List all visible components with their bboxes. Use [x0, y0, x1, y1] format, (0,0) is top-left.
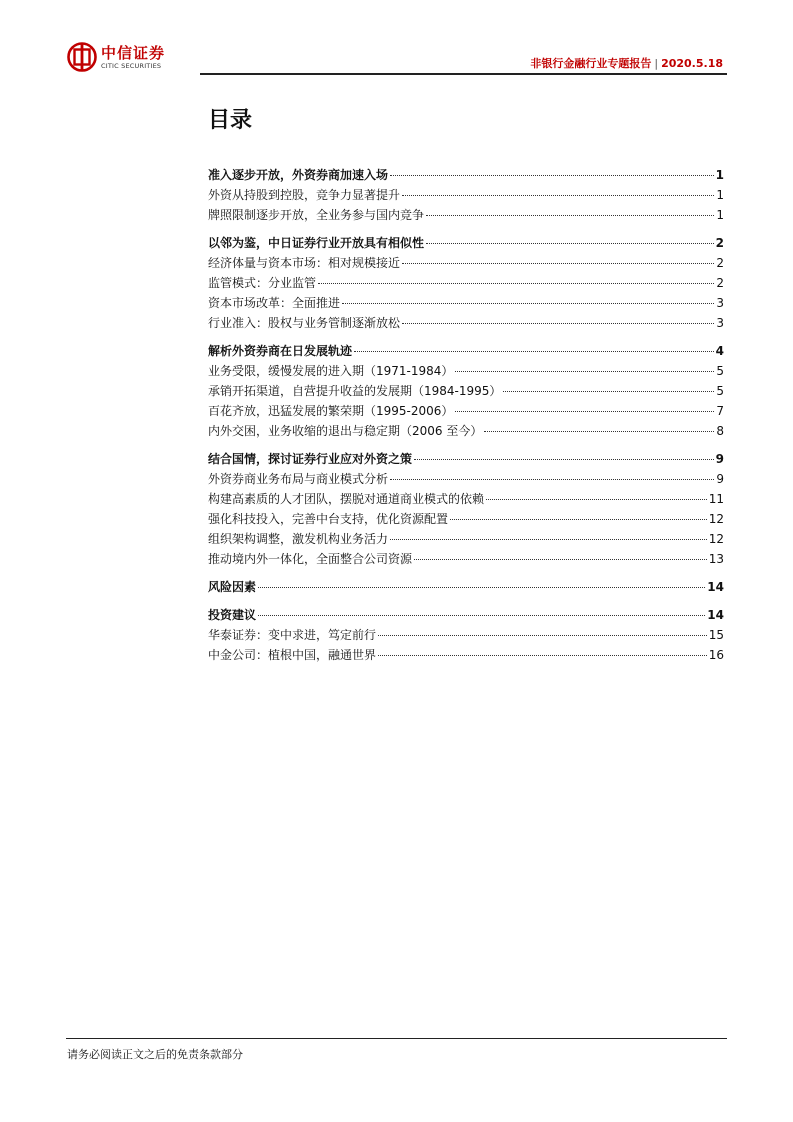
toc-entry-label: 百花齐放，迅猛发展的繁荣期（1995-2006）: [208, 404, 454, 418]
footer-disclaimer: 请务必阅读正文之后的免责条款部分: [67, 1048, 243, 1061]
toc-page-number: 12: [708, 532, 724, 546]
toc-entry-label: 构建高素质的人才团队，摆脱对通道商业模式的依赖: [208, 492, 485, 506]
toc-subsection-entry[interactable]: [208, 470, 724, 490]
toc-page-number: 1: [715, 168, 724, 182]
toc-entry-label: 监管模式：分业监管: [208, 276, 317, 290]
toc-entry-label: 内外交困，业务收缩的退出与稳定期（2006 至今）: [208, 424, 483, 438]
toc-page-number: 4: [715, 344, 724, 358]
toc-page-number: 3: [716, 296, 724, 310]
toc-page-number: 14: [707, 580, 724, 594]
toc-page-number: 1: [716, 208, 724, 222]
header-divider: [200, 73, 727, 75]
toc-entry-label: 外资从持股到控股，竞争力显著提升: [208, 188, 401, 202]
toc-dot-leader: [402, 263, 714, 264]
toc-entry-label: 华泰证券：变中求进，笃定前行: [208, 628, 377, 642]
toc-dot-leader: [258, 615, 705, 616]
toc-dot-leader: [426, 215, 714, 216]
toc-page-number: 9: [715, 452, 724, 466]
toc-page-number: 8: [716, 424, 724, 438]
toc-entry-label: 结合国情，探讨证券行业应对外资之策: [208, 452, 413, 466]
toc-dot-leader: [390, 175, 714, 176]
toc-page-number: 1: [716, 188, 724, 202]
toc-entry-label: 牌照限制逐步开放，全业务参与国内竞争: [208, 208, 425, 222]
toc-subsection-entry[interactable]: [208, 206, 724, 226]
toc-subsection-entry[interactable]: [208, 530, 724, 550]
footer-divider: [66, 1038, 727, 1039]
toc-entry-label: 解析外资券商在日发展轨迹: [208, 344, 353, 358]
toc-dot-leader: [390, 539, 707, 540]
toc-entry-label: 资本市场改革：全面推进: [208, 296, 341, 310]
toc-page-number: 15: [708, 628, 724, 642]
toc-subsection-entry[interactable]: [208, 382, 724, 402]
toc-dot-leader: [354, 351, 714, 352]
toc-dot-leader: [426, 243, 714, 244]
toc-dot-leader: [318, 283, 714, 284]
logo-chinese-name: 中信证券: [101, 43, 166, 62]
toc-dot-leader: [258, 587, 705, 588]
toc-subsection-entry[interactable]: [208, 314, 724, 334]
toc-section-entry[interactable]: [208, 234, 724, 254]
toc-dot-leader: [484, 431, 714, 432]
toc-dot-leader: [486, 499, 707, 500]
toc-entry-label: 承销开拓渠道，自营提升收益的发展期（1984-1995）: [208, 384, 502, 398]
toc-dot-leader: [414, 559, 707, 560]
report-date: 2020.5.18: [661, 57, 723, 70]
toc-dot-leader: [378, 635, 707, 636]
toc-dot-leader: [390, 479, 714, 480]
toc-page-number: 5: [716, 364, 724, 378]
toc-entry-label: 风险因素: [208, 580, 257, 594]
toc-dot-leader: [503, 391, 714, 392]
toc-subsection-entry[interactable]: [208, 422, 724, 442]
toc-dot-leader: [450, 519, 707, 520]
citic-logo-icon: [67, 42, 97, 72]
toc-dot-leader: [378, 655, 707, 656]
toc-subsection-entry[interactable]: [208, 274, 724, 294]
toc-entry-label: 强化科技投入，完善中台支持，优化资源配置: [208, 512, 449, 526]
toc-entry-label: 以邻为鉴，中日证券行业开放具有相似性: [208, 236, 425, 250]
toc-entry-label: 业务受限，缓慢发展的进入期（1971-1984）: [208, 364, 454, 378]
toc-page-number: 12: [708, 512, 724, 526]
report-header: [530, 55, 723, 71]
toc-entry-label: 准入逐步开放，外资券商加速入场: [208, 168, 389, 182]
toc-subsection-entry[interactable]: [208, 254, 724, 274]
toc-subsection-entry[interactable]: [208, 626, 724, 646]
toc-page-number: 13: [708, 552, 724, 566]
report-title: 非银行金融行业专题报告: [530, 57, 652, 70]
toc-subsection-entry[interactable]: [208, 646, 724, 666]
toc-section-entry[interactable]: [208, 450, 724, 470]
toc-section-entry[interactable]: [208, 166, 724, 186]
toc-page-number: 14: [707, 608, 724, 622]
toc-dot-leader: [342, 303, 714, 304]
toc-subsection-entry[interactable]: [208, 362, 724, 382]
toc-entry-label: 投资建议: [208, 608, 257, 622]
toc-subsection-entry[interactable]: [208, 550, 724, 570]
toc-section-entry[interactable]: [208, 578, 724, 598]
toc-dot-leader: [414, 459, 714, 460]
toc-subsection-entry[interactable]: [208, 402, 724, 422]
toc-page-number: 16: [708, 648, 724, 662]
toc-entry-label: 行业准入：股权与业务管制逐渐放松: [208, 316, 401, 330]
company-logo: [67, 40, 165, 74]
toc-section-entry[interactable]: [208, 606, 724, 626]
toc-section-entry[interactable]: [208, 342, 724, 362]
toc-page-number: 2: [716, 276, 724, 290]
toc-dot-leader: [455, 371, 714, 372]
toc-subsection-entry[interactable]: [208, 294, 724, 314]
toc-page-number: 11: [708, 492, 724, 506]
toc-entry-label: 推动境内外一体化，全面整合公司资源: [208, 552, 413, 566]
page-title: 目录: [208, 108, 253, 133]
table-of-contents: [208, 166, 724, 666]
toc-subsection-entry[interactable]: [208, 186, 724, 206]
toc-subsection-entry[interactable]: [208, 490, 724, 510]
toc-entry-label: 外资券商业务布局与商业模式分析: [208, 472, 389, 486]
header-separator: |: [654, 57, 659, 70]
toc-page-number: 2: [715, 236, 724, 250]
toc-page-number: 5: [716, 384, 724, 398]
toc-dot-leader: [402, 323, 714, 324]
logo-english-name: CITIC SECURITIES: [101, 61, 162, 70]
toc-dot-leader: [455, 411, 714, 412]
toc-subsection-entry[interactable]: [208, 510, 724, 530]
toc-entry-label: 组织架构调整，激发机构业务活力: [208, 532, 389, 546]
toc-page-number: 7: [716, 404, 724, 418]
toc-page-number: 9: [716, 472, 724, 486]
toc-page-number: 3: [716, 316, 724, 330]
toc-page-number: 2: [716, 256, 724, 270]
toc-dot-leader: [402, 195, 714, 196]
toc-entry-label: 中金公司：植根中国，融通世界: [208, 648, 377, 662]
toc-entry-label: 经济体量与资本市场：相对规模接近: [208, 256, 401, 270]
